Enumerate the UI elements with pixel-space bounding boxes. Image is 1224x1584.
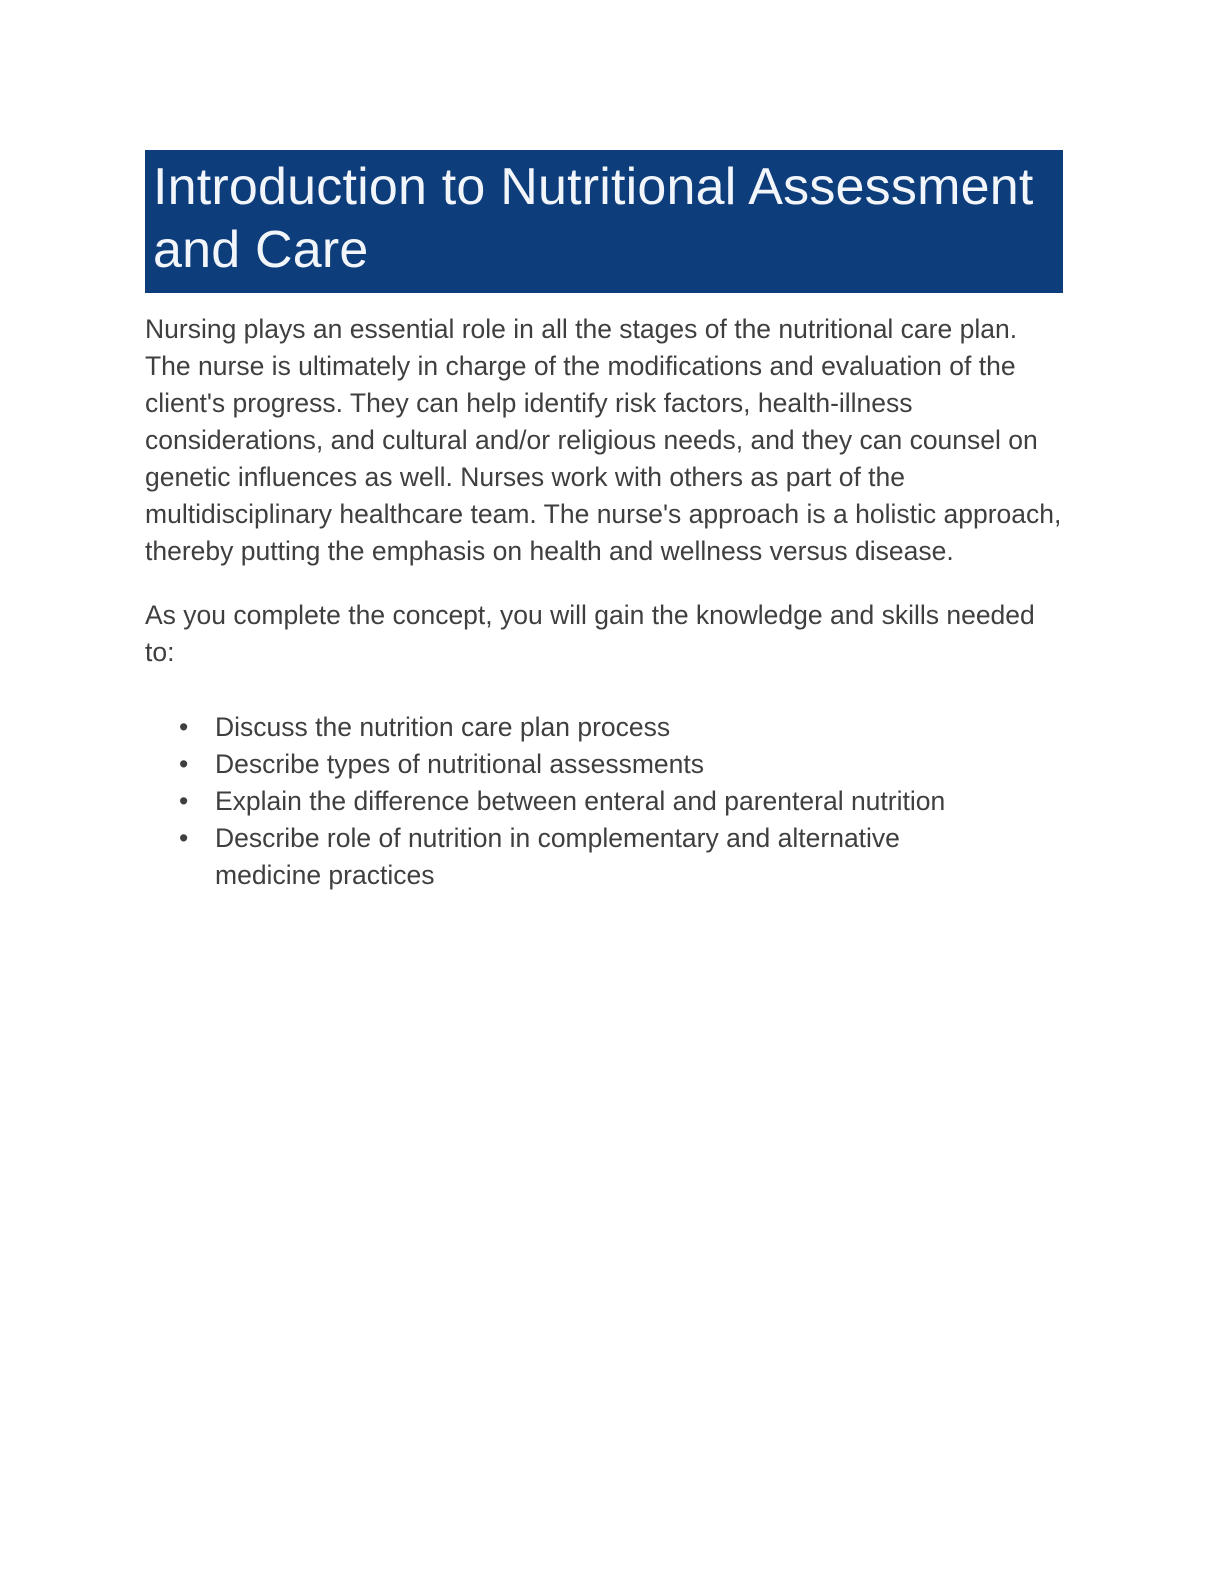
page-title: Introduction to Nutritional Assessment and Care bbox=[153, 158, 1034, 280]
bullet-icon: • bbox=[179, 823, 189, 853]
list-item bbox=[179, 709, 1067, 746]
objectives-lead-paragraph: As you complete the concept, you will gain the knowledge and skills needed to: bbox=[145, 599, 1035, 667]
body-copy bbox=[145, 311, 1067, 894]
list-item bbox=[179, 783, 1067, 820]
document-content bbox=[145, 150, 1067, 894]
objective-text: Discuss the nutrition care plan process bbox=[215, 711, 671, 742]
list-item bbox=[179, 746, 1067, 783]
bullet-icon: • bbox=[179, 785, 189, 816]
list-item bbox=[179, 820, 1067, 894]
title-banner bbox=[145, 150, 1063, 293]
bullet-icon: • bbox=[179, 711, 189, 742]
objective-text: Explain the difference between enteral and parenteral nutrition bbox=[215, 785, 946, 816]
bullet-icon: • bbox=[179, 748, 189, 779]
intro-paragraph: Nursing plays an essential role in all the stages of the nutritional care plan. The nurse is ultimately in charge of the modifications and evaluation of the client's progress. They can help identify risk factors, health-illness considerations, and cultural and/or religious needs, and they can counsel on genetic influences as well. Nurses work with others as part of the multidisciplinary healthcare team. The nurse's approach is a holistic approach, thereby putting the emphasis on health and wellness versus disease. bbox=[145, 313, 1062, 567]
objectives-list bbox=[145, 709, 1067, 894]
objective-text: Describe role of nutrition in complementary and alternative medicine practices bbox=[215, 823, 900, 891]
objective-text: Describe types of nutritional assessments bbox=[215, 748, 704, 779]
